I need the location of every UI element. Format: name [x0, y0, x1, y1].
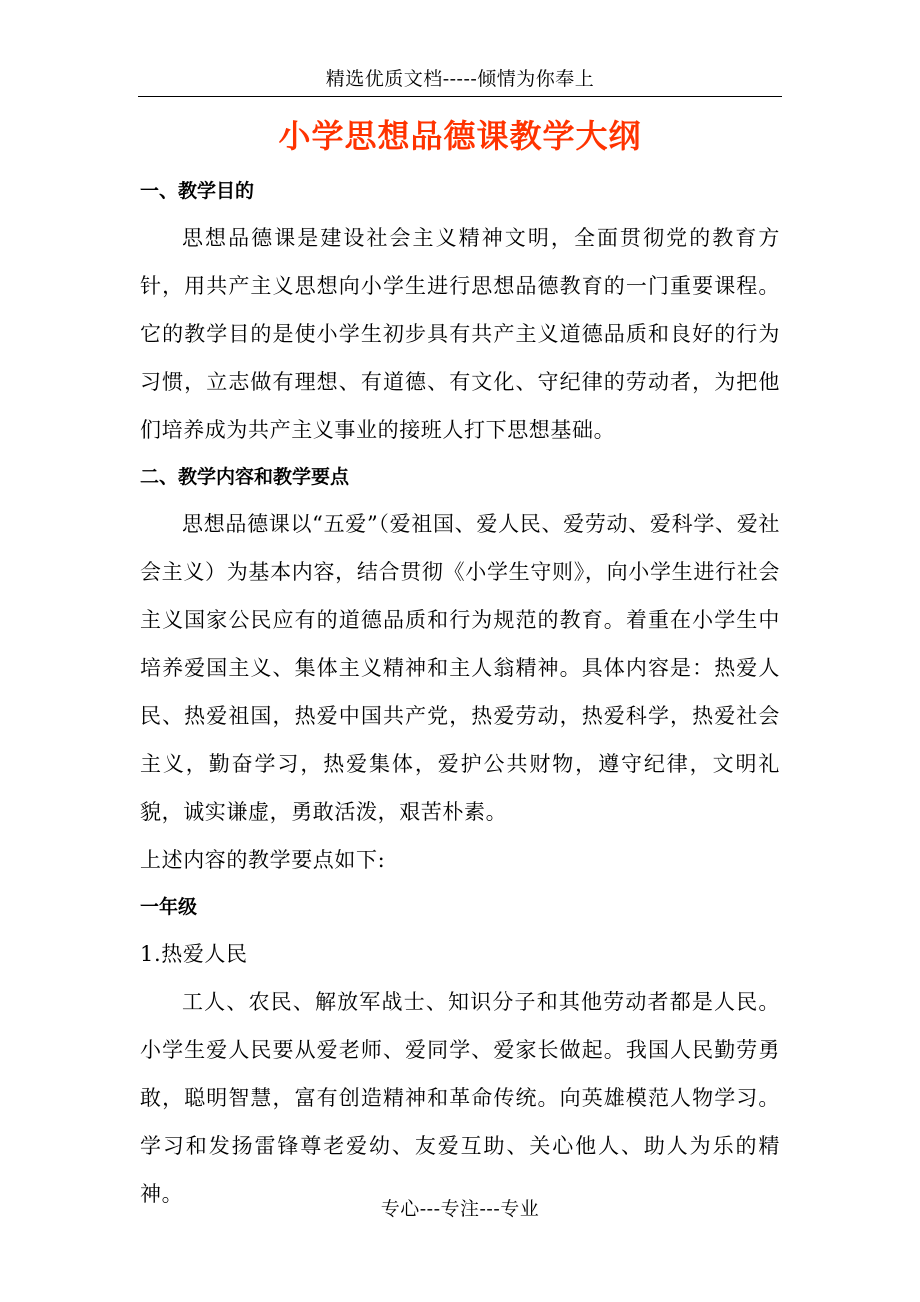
page-footer: 专心---专注---专业 — [380, 1198, 540, 1220]
document-body — [140, 168, 780, 1218]
page-header: 精选优质文档-----倾情为你奉上 — [325, 68, 595, 90]
header-divider — [138, 96, 782, 97]
section2-heading: 二、教学内容和教学要点 — [140, 466, 350, 488]
key-points-intro: 上述内容的教学要点如下: — [140, 848, 386, 872]
section1-heading: 一、教学目的 — [140, 180, 255, 202]
item1-paragraph: 工人、农民、解放军战士、知识分子和其他劳动者都是人民。小学生爱人民要从爱老师、爱同学、爱家长做起。我国人民勤劳勇敢，聪明智慧，富有创造精神和革命传统。向英雄模范人物学习。学习和发扬雷锋尊老爱幼、友爱互助、关心他人、助人为乐的精神。 — [140, 990, 780, 1206]
item1-title: 1.热爱人民 — [140, 942, 248, 966]
section2-paragraph: 思想品德课以“五爱”（爱祖国、爱人民、爱劳动、爱科学、爱社会主义）为基本内容，结合贯彻《小学生守则》，向小学生进行社会主义国家公民应有的道德品质和行为规范的教育。着重在小学生中培养爱国主义、集体主义精神和主人翁精神。具体内容是：热爱人民、热爱祖国，热爱中国共产党，热爱劳动，热爱科学，热爱社会主义，勤奋学习，热爱集体，爱护公共财物，遵守纪律，文明礼貌，诚实谦虚，勇敢活泼，艰苦朴素。 — [140, 512, 780, 824]
grade1-heading: 一年级 — [140, 896, 198, 918]
document-title: 小学思想品德课教学大纲 — [278, 117, 642, 155]
section1-paragraph: 思想品德课是建设社会主义精神文明，全面贯彻党的教育方针，用共产主义思想向小学生进行思想品德教育的一门重要课程。它的教学目的是使小学生初步具有共产主义道德品质和良好的行为习惯，立志做有理想、有道德、有文化、守纪律的劳动者，为把他们培养成为共产主义事业的接班人打下思想基础。 — [140, 226, 780, 442]
